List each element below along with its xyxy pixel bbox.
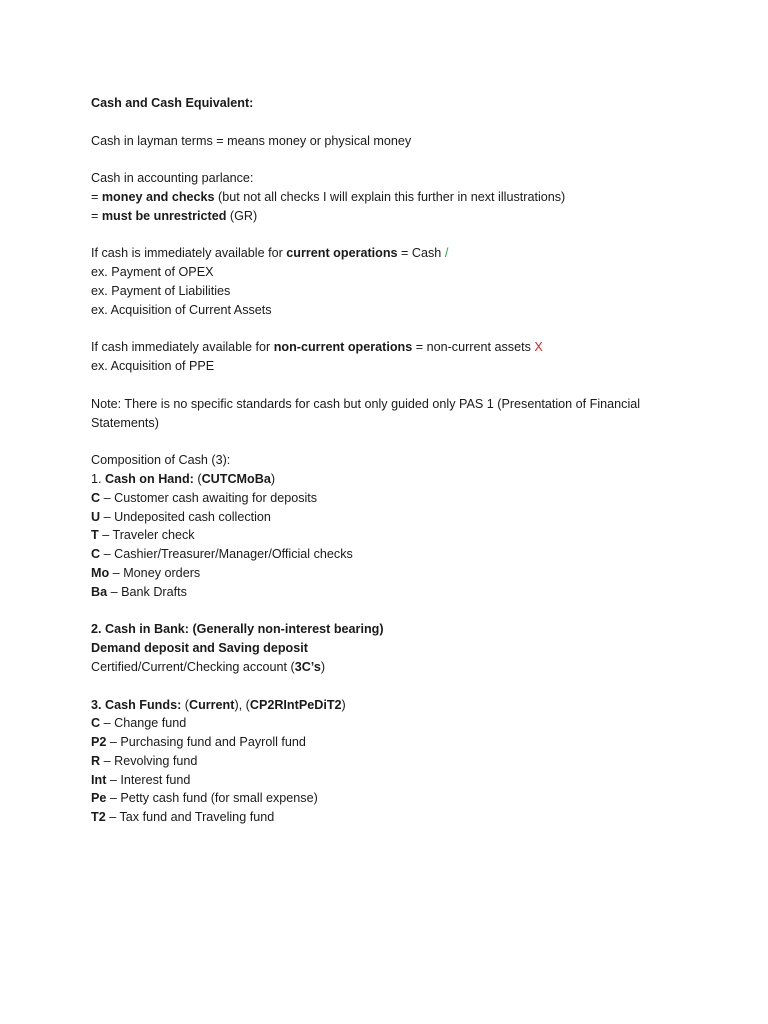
list-item: P2 – Purchasing fund and Payroll fund bbox=[91, 735, 306, 750]
list-item: Pe – Petty cash fund (for small expense) bbox=[91, 791, 318, 806]
accounting-line-1: = money and checks (but not all checks I will explain this further in next illustrations) bbox=[91, 189, 566, 204]
noncurrent-ops-rule: If cash immediately available for non-current operations = non-current assets X bbox=[91, 340, 543, 355]
list-item: Mo – Money orders bbox=[91, 565, 201, 580]
list-item: T2 – Tax fund and Traveling fund bbox=[91, 810, 275, 825]
list-item: Ba – Bank Drafts bbox=[91, 584, 187, 599]
current-ops-rule: If cash is immediately available for current operations = Cash / bbox=[91, 246, 449, 261]
layman-definition: Cash in layman terms = means money or physical money bbox=[91, 133, 412, 148]
x-mark: X bbox=[534, 340, 543, 355]
cash-funds-heading: 3. Cash Funds: (Current), (CP2RIntPeDiT2) bbox=[91, 697, 346, 712]
check-mark: / bbox=[444, 246, 449, 261]
cash-in-bank-line: Certified/Current/Checking account (3C’s) bbox=[91, 659, 326, 674]
list-item: C – Change fund bbox=[91, 716, 187, 731]
cash-in-bank-heading: 2. Cash in Bank: (Generally non-interest bearing) bbox=[91, 622, 384, 637]
noncurrent-ops-example: ex. Acquisition of PPE bbox=[91, 359, 215, 374]
document-body bbox=[91, 94, 691, 827]
composition-title: Composition of Cash (3): bbox=[91, 453, 231, 468]
list-item: R – Revolving fund bbox=[91, 753, 198, 768]
accounting-line-2: = must be unrestricted (GR) bbox=[91, 208, 258, 223]
list-item: T – Traveler check bbox=[91, 528, 195, 543]
heading: Cash and Cash Equivalent: bbox=[91, 96, 254, 110]
current-ops-example: ex. Payment of Liabilities bbox=[91, 283, 231, 298]
accounting-intro: Cash in accounting parlance: bbox=[91, 171, 254, 186]
current-ops-example: ex. Payment of OPEX bbox=[91, 265, 214, 280]
list-item: Int – Interest fund bbox=[91, 772, 191, 787]
note: Note: There is no specific standards for cash but only guided only PAS 1 (Presentation of Financial Statements) bbox=[91, 396, 641, 430]
list-item: C – Customer cash awaiting for deposits bbox=[91, 490, 318, 505]
current-ops-example: ex. Acquisition of Current Assets bbox=[91, 302, 272, 317]
list-item: U – Undeposited cash collection bbox=[91, 509, 271, 524]
list-item: C – Cashier/Treasurer/Manager/Official checks bbox=[91, 547, 353, 562]
cash-in-bank-line: Demand deposit and Saving deposit bbox=[91, 641, 308, 656]
cash-on-hand-heading: 1. Cash on Hand: (CUTCMoBa) bbox=[91, 471, 276, 486]
